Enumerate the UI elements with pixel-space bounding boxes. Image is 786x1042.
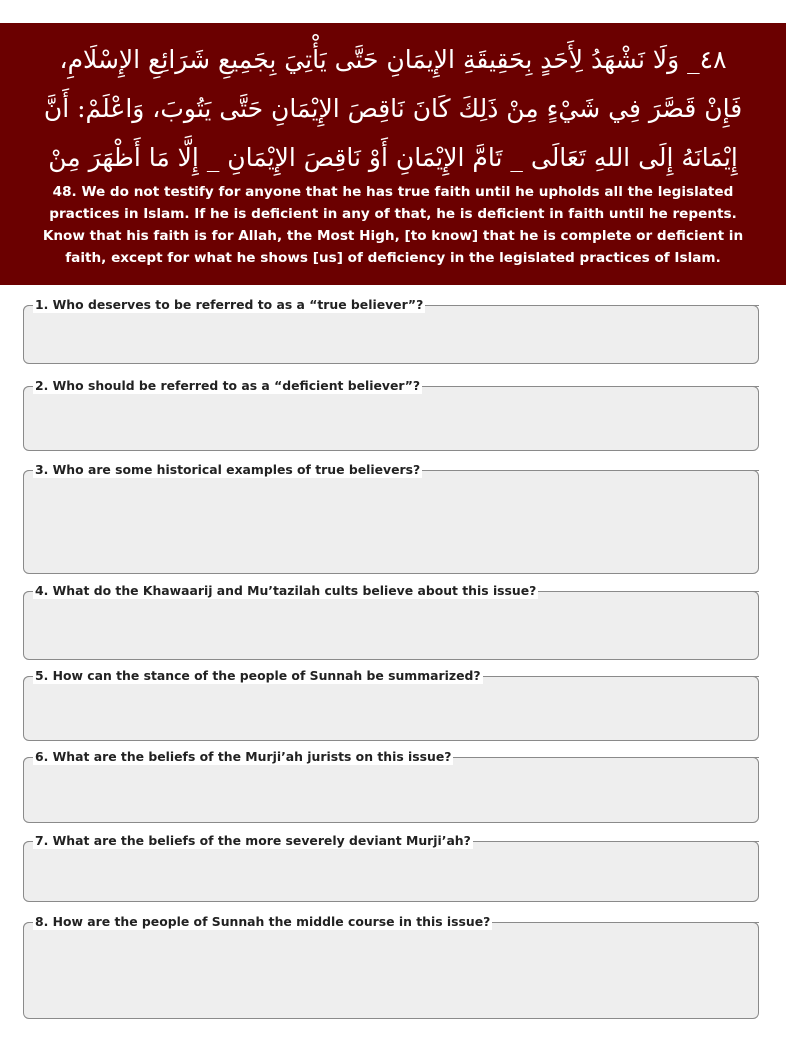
- header-banner: [0, 23, 786, 285]
- question-label-7: 7. What are the beliefs of the more severely deviant Murji’ah?: [35, 833, 471, 848]
- answer-box-2[interactable]: [23, 386, 759, 451]
- answer-box-3[interactable]: [23, 470, 759, 574]
- english-translation: 48. We do not testify for anyone that he has true faith until he upholds all the legislated practices in Islam. If he is deficient in any of that, he is deficient in faith until he repents. Know that his faith is for Allah, the Most High, [to know] that he is complete or deficient in faith, except for what he shows [us] of deficiency in the legislated practices of Islam.: [42, 184, 744, 266]
- answer-box-8[interactable]: [23, 922, 759, 1019]
- question-label-2: 2. Who should be referred to as a “deficient believer”?: [35, 378, 421, 393]
- question-label-3: 3. Who are some historical examples of true believers?: [35, 462, 421, 477]
- answer-box-6[interactable]: [23, 757, 759, 823]
- question-label-5: 5. How can the stance of the people of Sunnah be summarized?: [35, 668, 481, 683]
- question-label-4: 4. What do the Khawaarij and Mu’tazilah cults believe about this issue?: [35, 583, 537, 598]
- question-label-1: 1. Who deserves to be referred to as a “true believer”?: [35, 297, 424, 312]
- answer-box-7[interactable]: [23, 841, 759, 902]
- question-label-8: 8. How are the people of Sunnah the middle course in this issue?: [35, 914, 491, 929]
- answer-box-1[interactable]: [23, 305, 759, 364]
- arabic-text: ٤٨_ وَلَا نَشْهَدُ لِأَحَدٍ بِحَقِيقَةِ الإِيمَانِ حَتَّى يَأْتِيَ بِجَمِيعِ شَرَائِعِ الإِسْلَامِ، فَإِنْ قَصَّرَ فِي شَيْءٍ مِنْ ذَلِكَ كَانَ نَاقِصَ الإِيْمَانِ حَتَّى يَتُوبَ، وَاعْلَمْ: أَنَّ إِيْمَانَهُ إِلَى اللهِ تَعَالَى _ تَامَّ الإِيْمَانِ أَوْ نَاقِصَ الإِيْمَانِ _ إِلَّا مَا أَظْهَرَ مِنْ: [43, 45, 743, 172]
- question-label-6: 6. What are the beliefs of the Murji’ah jurists on this issue?: [35, 749, 452, 764]
- answer-box-5[interactable]: [23, 676, 759, 741]
- answer-box-4[interactable]: [23, 591, 759, 660]
